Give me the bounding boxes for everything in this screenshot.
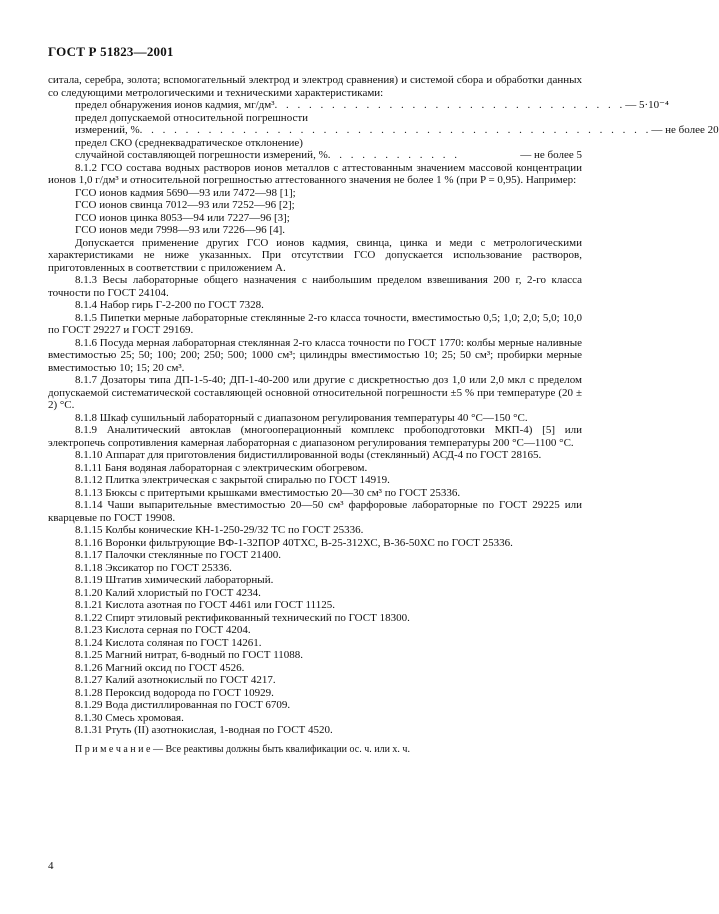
paragraph-8-1-5: 8.1.5 Пипетки мерные лабораторные стеклянные 2-го класса точности, вместимостью 0,5; 1,0; 2,0; 5,0; 10,0 по ГОСТ 29227 и ГОСТ 29169. <box>48 311 582 336</box>
paragraph-8-1-10: 8.1.10 Аппарат для приготовления бидистиллированной воды (стеклянный) АСД-4 по ГОСТ 28165. <box>75 449 542 461</box>
list-item: 8.1.25 Магний нитрат, 6-водный по ГОСТ 11088. <box>75 649 304 661</box>
spec-line: предел СКО (среднеквадратическое отклонение) <box>75 136 303 149</box>
paragraph-8-1-9: 8.1.9 Аналитический автоклав (многооперационный комплекс пробоподготовки МКП-4) [5] или электропечь сопротивления камерная лабораторная с диапазоном регулирования температуры 200 °С—1100 °С. <box>48 424 582 449</box>
list-item: 8.1.22 Спирт этиловый ректификованный технический по ГОСТ 18300. <box>75 611 410 624</box>
page-header: ГОСТ Р 51823—2001 <box>48 44 174 59</box>
spec-relative-error: измерений, % . . . . . . . . . . . . . . . . . . . . . . . . . . . . . . . . . . . . . . . . . . . . . — не более 20 <box>75 124 719 136</box>
paragraph-8-1-4: 8.1.4 Набор гирь Г-2-200 по ГОСТ 7328. <box>75 299 264 311</box>
list-item: 8.1.24 Кислота соляная по ГОСТ 14261. <box>75 636 262 649</box>
page-number: 4 <box>48 860 54 872</box>
paragraph-8-1-6: 8.1.6 Посуда мерная лабораторная стеклянная 2-го класса точности по ГОСТ 1770: колбы мерные наливные вместимостью 25; 50; 100; 200; 250; 500; 1000 см³; цилиндры вместимостью 10; 25; 50 см³; пробирки мерные вместимостью 10; 15; 20 см³. <box>48 336 582 374</box>
gso-item: ГСО ионов цинка 8053—94 или 7227—96 [3]; <box>75 211 290 224</box>
spec-value: — не более 5 <box>520 149 582 161</box>
list-item: 8.1.30 Смесь хромовая. <box>75 711 184 724</box>
list-item: 8.1.26 Магний оксид по ГОСТ 4526. <box>75 661 245 674</box>
spec-detection-limit: предел обнаружения ионов кадмия, мг/дм³ . . . . . . . . . . . . . . . . . . . . . . . . . . . . . . . — 5·10⁻⁴ <box>75 99 669 111</box>
paragraph-8-1-13: 8.1.13 Бюксы с притертыми крышками вместимостью 20—30 см³ по ГОСТ 25336. <box>75 486 461 499</box>
gso-item: ГСО ионов свинца 7012—93 или 7252—96 [2]; <box>75 199 295 211</box>
gso-item: ГСО ионов кадмия 5690—93 или 7472—98 [1]; <box>75 186 296 199</box>
list-item: 8.1.20 Калий хлористый по ГОСТ 4234. <box>75 586 261 599</box>
list-item: 8.1.29 Вода дистиллированная по ГОСТ 6709. <box>75 699 291 711</box>
paragraph-8-1-7: 8.1.7 Дозаторы типа ДП-1-5-40; ДП-1-40-200 или другие с дискретностью доз 1,0 или 2,0 мкл с пределом допускаемой систематической составляющей основной относительной погрешности ±5 % при температуре (20 ± 2) °С. <box>48 374 582 411</box>
list-item: 8.1.27 Калий азотнокислый по ГОСТ 4217. <box>75 674 276 686</box>
intro-paragraph: ситала, серебра, золота; вспомогательный электрод и электрод сравнения) и системой сбора и обработки данных со следующими метрологическими и техническими характеристиками: <box>48 74 582 99</box>
spec-line: предел допускаемой относительной погрешности <box>75 111 309 124</box>
paragraph-8-1-11: 8.1.11 Баня водяная лабораторная с электрическим обогревом. <box>75 461 368 474</box>
spec-sko: случайной составляющей погрешности измерений, % . . . . . . . . . . . . — не более 5 <box>75 149 582 161</box>
list-item: 8.1.18 Эксикатор по ГОСТ 25336. <box>75 561 232 574</box>
paragraph-8-1-2: 8.1.2 ГСО состава водных растворов ионов металлов с аттестованным значением массовой концентрации ионов 1,0 г/дм³ и относительной погрешностью аттестованного значения не более 1 % (при P = 0,95). Например: <box>48 161 582 186</box>
list-item: 8.1.31 Ртуть (II) азотнокислая, 1-водная по ГОСТ 4520. <box>75 724 333 736</box>
document-body <box>48 74 719 756</box>
list-item: 8.1.19 Штатив химический лабораторный. <box>75 574 274 586</box>
paragraph-8-1-8: 8.1.8 Шкаф сушильный лабораторный с диапазоном регулирования температуры 40 °С—150 °С. <box>75 411 528 424</box>
paragraph-allow: Допускается применение других ГСО ионов кадмия, свинца, цинка и меди с метрологическими характеристиками не ниже указанных. При отсутствии ГСО допускается использование растворов, приготовленных в соответствии с приложением А. <box>48 236 582 274</box>
gso-item: ГСО ионов меди 7998—93 или 7226—96 [4]. <box>75 224 285 236</box>
list-item: 8.1.23 Кислота серная по ГОСТ 4204. <box>75 624 251 636</box>
paragraph-8-1-12: 8.1.12 Плитка электрическая с закрытой спиралью по ГОСТ 14919. <box>75 474 390 486</box>
paragraph-8-1-14: 8.1.14 Чаши выпарительные вместимостью 20—50 см³ фарфоровые лабораторные по ГОСТ 29225 или кварцевые по ГОСТ 19908. <box>48 499 582 524</box>
paragraph-8-1-3: 8.1.3 Весы лабораторные общего назначения с наибольшим пределом взвешивания 200 г, 2-го класса точности по ГОСТ 24104. <box>48 274 582 299</box>
list-item: 8.1.16 Воронки фильтрующие ВФ-1-32ПОР 40ТХС, В-25-312ХС, В-36-50ХС по ГОСТ 25336. <box>75 536 513 549</box>
spec-value: — не более 20 <box>651 124 719 136</box>
list-item: 8.1.15 Колбы конические КН-1-250-29/32 ТС по ГОСТ 25336. <box>75 524 364 536</box>
spec-label: предел обнаружения ионов кадмия, мг/дм³ <box>75 99 275 111</box>
spec-label: случайной составляющей погрешности измерений, % <box>75 149 328 161</box>
list-item: 8.1.28 Пероксид водорода по ГОСТ 10929. <box>75 686 274 699</box>
list-item: 8.1.21 Кислота азотная по ГОСТ 4461 или ГОСТ 11125. <box>75 599 335 611</box>
note: П р и м е ч а н и е — Все реактивы должны быть квалификации ос. ч. или х. ч. <box>75 743 410 755</box>
spec-label: измерений, % <box>75 124 140 136</box>
spec-value: — 5·10⁻⁴ <box>625 99 669 111</box>
list-item: 8.1.17 Палочки стеклянные по ГОСТ 21400. <box>75 549 282 561</box>
